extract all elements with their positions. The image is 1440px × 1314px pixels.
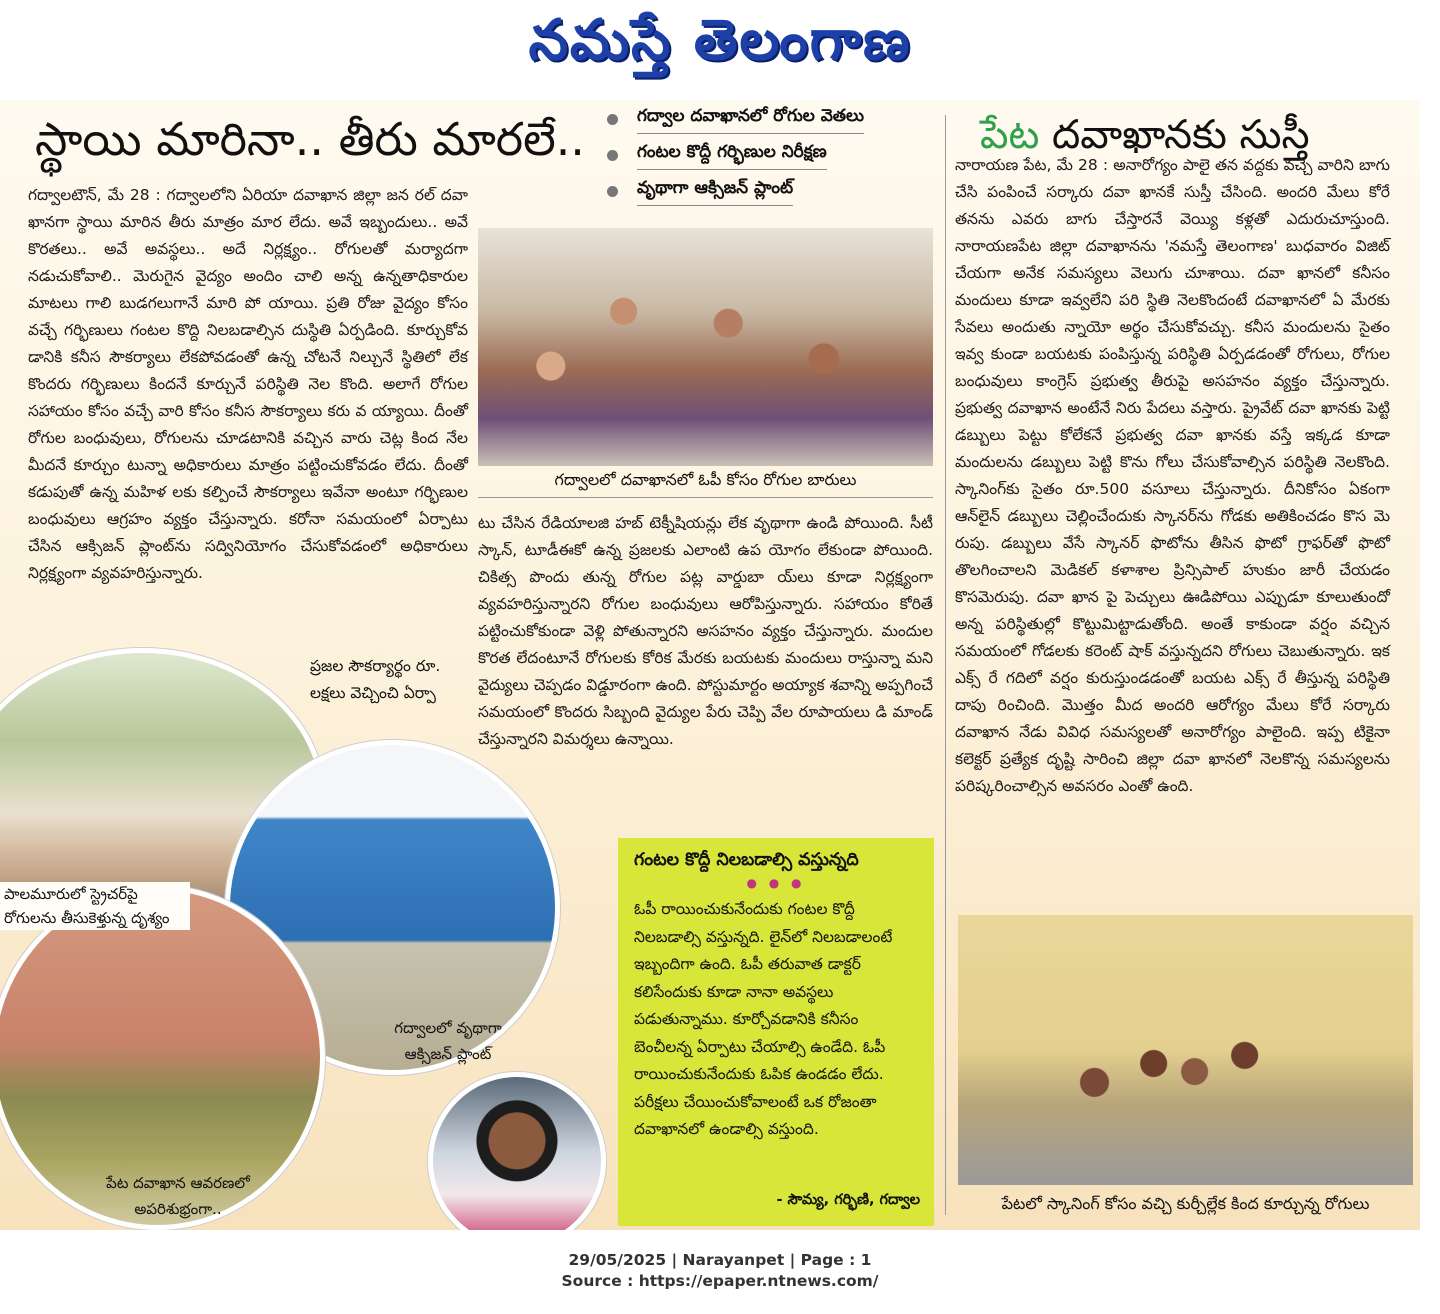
- highlight-body: ఓపీ రాయించుకునేందుకు గంటల కొద్దీ నిలబడాల్సి వస్తున్నది. లైన్‌లో నిలబడాలంటే ఇబ్బందిగా ఉంది. ఓపీ తరువాత డాక్టర్ కలిసేందుకు కూడా నానా అవస్థలు పడుతున్నాము. కూర్చోవడానికి కనీసం బెంచీలన్న ఏర్పాటు చేయాల్సి ఉండేది. ఓపీ రాయించుకునేందుకు ఓపిక ఉండడం లేదు. పరీక్షలు చేయించుకోవాలంటే ఒక రోజంతా దవాఖానలో ఉండాల్సి వస్తుంది.: [634, 900, 893, 1138]
- highlight-box: [618, 838, 934, 1226]
- page-footer: [0, 1250, 1440, 1292]
- right-headline-rest: దవాఖానకు సుస్తీ: [1039, 112, 1310, 158]
- stretcher-caption: పాలమూరులో స్ట్రెచర్‌పై రోగులను తీసుకెళ్తున్న దృశ్యం: [0, 882, 190, 930]
- bullet-item: గంటల కొద్దీ గర్భిణుల నిరీక్షణ: [605, 142, 945, 178]
- highlight-signature: - సౌమ్య, గర్భిణి, గద్వాల: [776, 1192, 920, 1208]
- oxygen-caption: గద్వాలలో వృథాగా ఆక్సిజన్ ప్లాంట్: [394, 1019, 502, 1063]
- wall-caption: పేట దవాఖాన ఆవరణలో అపరిశుభ్రంగా..: [106, 1174, 250, 1218]
- pregnant-woman-photo: [428, 1072, 606, 1230]
- left-headline: స్థాయి మారినా.. తీరు మారలే..: [35, 112, 585, 166]
- bullet-list: [605, 106, 945, 214]
- middle-article-body: టు చేసిన రేడియాలజి హబ్ టెక్నీషియన్లు లేక వృథాగా ఉండి పోయింది. సీటీ స్కాన్, టూడీఈకో ఉన్న ప్రజలకు ఎలాంటి ఉప యోగం లేకుండా పోయింది. చికిత్స పొందు తున్న రోగుల పట్ల వార్డుబా య్‌లు కూడా నిర్లక్ష్యంగా వ్యవహరిస్తున్నారని రోగుల బంధువులు ఆరోపిస్తున్నారు. సహాయం కోరితే పట్టించుకోకుండా వెళ్లి పోతున్నారని అసహనం వ్యక్తం చేస్తున్నారు. మందుల కొరత లేదంటూనే రోగులకు కోరిక మేరకు బయటకు మందులు రాస్తున్నా మని వైద్యులు చెప్పడం విడ్డూరంగా ఉంది. పోస్టుమార్టం అయ్యాక శవాన్ని అప్పగించే సమయంలో కొందరు సిబ్బంది వైద్యుల పేరు చెప్పి వేల రూపాయలు డి మాండ్ చేస్తున్నారని విమర్శలు ఉన్నాయి.: [478, 514, 933, 748]
- newspaper-logo: నమస్తే తెలంగాణ: [528, 8, 912, 73]
- patient-queue-photo: [478, 228, 933, 466]
- column-divider: [945, 115, 946, 1215]
- masthead: [0, 0, 1440, 95]
- left-article-tail: ప్రజల సౌకర్యార్థం రూ. లక్షలు వెచ్చించి ఏర్పా: [310, 657, 441, 702]
- waiting-patients-photo: [958, 915, 1413, 1185]
- queue-caption: గద్వాలలో దవాఖానలో ఓపీ కోసం రోగుల బారులు: [478, 470, 933, 498]
- decorative-dots-icon: ● ● ●: [746, 876, 806, 890]
- right-headline-accent: పేట: [980, 112, 1040, 158]
- bullet-item: వృథాగా ఆక్సిజన్ ప్లాంట్: [605, 178, 945, 214]
- newspaper-page: [0, 100, 1420, 1230]
- right-article-body: నారాయణ పేట, మే 28 : అనారోగ్యం పాలై తన వద్దకు వచ్చే వారిని బాగు చేసి పంపించే సర్కారు దవా ఖానకే సుస్తీ చేసింది. అందరి మేలు కోరే తనను ఎవరు బాగు చేస్తారనే వెయ్యి కళ్లతో ఎదురుచూస్తుంది. నారాయణపేట జిల్లా దవాఖానను 'నమస్తే తెలంగాణ' బుధవారం విజిట్ చేయగా అనేక సమస్యలు వెలుగు చూశాయి. దవా ఖానలో కనీసం మందులు కూడా ఇవ్వలేని పరి స్థితి నెలకొందంటే దవాఖానలో ఏ మేరకు సేవలు అందుతు న్నాయో అర్థం చేసుకోవచ్చు. కనీస మందులను సైతం ఇవ్వ కుండా బయటకు పంపిస్తున్న పరిస్థితి ఏర్పడడంతో రోగులు, రోగుల బంధువులు కాంగ్రెస్ ప్రభుత్వ తీరుపై అసహనం వ్యక్తం చేస్తున్నారు. ప్రభుత్వ దవాఖాన అంటేనే నిరు పేదలు వస్తారు. ప్రైవేట్ దవా ఖానకు పెట్టి డబ్బులు పెట్టు కోలేకనే ప్రభుత్వ దవా ఖానకు వస్తే ఇక్కడ కూడా మందులను డబ్బులు పెట్టి కొను గోలు చేసుకోవాల్సిన పరిస్థితి నెలకొంది. స్కానింగ్‌కు సైతం రూ.500 వసూలు చేస్తున్నారు. దీనికోసం ఏకంగా ఆన్‌లైన్ డబ్బులు చెల్లించేందుకు స్కానర్‌ను గోడకు అతికించడం కొస మె రుపు. డబ్బులు వేసే స్కానర్ ఫొటోను తీసిన ఫొటో గ్రాఫర్‌తో ఫొటో తొలగించాలని మెడికల్ కళాశాల ప్రిన్సిపాల్ హుకుం జారీ చేయడం కొసమెరుపు. దవా ఖాన పై పెచ్చులు ఊడిపోయి ఎప్పుడూ కూలుతుందో అన్న పరిస్థితుల్లో కొట్టుమిట్టాడుతోంది. అంతే కాకుండా వర్షం వచ్చిన సమయంలో గోడలకు కరెంట్ షాక్ వస్తున్నదని రోగులు చెబుతున్నారు. ఇక ఎక్స్ రే గదిలో వర్షం కురుస్తుండడంతో బయట ఎక్స్ రే తీస్తున్న పరిస్థితి దాపు రించింది. మొత్తం మీద అందరి ఆరోగ్యం మేలు కోరే సర్కారు దవాఖాన నేడు వివిధ సమస్యలతో అనారోగ్యం పాలైంది. ఇప్ప టికైనా కలెక్టర్ ప్రత్యేక దృష్టి సారించి జిల్లా దవా ఖానలో నెలకొన్న సమస్యలను పరిష్కరించాల్సిన అవసరం ఎంతో ఉంది.: [955, 156, 1390, 795]
- highlight-title: గంటల కొద్దీ నిలబడాల్సి వస్తున్నది: [634, 850, 859, 870]
- left-article-body: గద్వాలటౌన్, మే 28 : గద్వాలలోని ఏరియా దవాఖాన జిల్లా జన రల్ దవా ఖానగా స్థాయి మారిన తీరు మాత్రం మార లేదు. అవే ఇబ్బందులు.. అవే కొరతలు.. అవే అవస్థలు.. అదే నిర్లక్ష్యం.. రోగులతో మర్యాదగా నడుచుకోవాలి.. మెరుగైన వైద్యం అందిం చాలి అన్న ఉన్నతాధికారుల మాటలు గాలి బుడగలుగానే మారి పో యాయి. ప్రతి రోజు వైద్యం కోసం వచ్చే గర్భిణులు గంటల కొద్ది నిలబడాల్సిన దుస్థితి ఏర్పడింది. కూర్చుకోవ డానికి కనీస సౌకర్యాలు లేకపోవడంతో ఉన్న చోటనే నిల్చునే స్థితిలో లేక కొందరు గర్భిణులు కిందనే కూర్చునే పరిస్థితి నెల కొంది. అలాగే రోగుల సహాయం కోసం వచ్చే వారి కోసం కనీస సౌకర్యాలు కరు వ య్యాయి. దీంతో రోగుల బంధువులు, రోగులను చూడటానికి వచ్చిన వారు చెట్ల కింద నేల మీదనే కూర్చుం టున్నా అధికారులు మాత్రం పట్టించుకోవడం లేదు. దీంతో కడుపుతో ఉన్న మహిళ లకు కల్పించే సౌకర్యాలు ఇవేనా అంటూ గర్భిణుల బంధువులు ఆగ్రహం వ్యక్తం చేస్తున్నారు. కరోనా సమయంలో ఏర్పాటు చేసిన ఆక్సిజన్ ప్లాంట్‌ను సద్వినియోగం చేసుకోవడంలో అధికారులు నిర్లక్ష్యంగా వ్యవహరిస్తున్నారు.: [28, 186, 468, 582]
- bullet-item: గద్వాల దవాఖానలో రోగుల వెతలు: [605, 106, 945, 142]
- footer-source-link[interactable]: Source : https://epaper.ntnews.com/: [561, 1272, 879, 1290]
- waiting-caption: పేటలో స్కానింగ్ కోసం వచ్చి కుర్చీల్లేక కింద కూర్చున్న రోగులు: [1001, 1194, 1370, 1213]
- footer-date-line: 29/05/2025 | Narayanpet | Page : 1: [568, 1251, 872, 1269]
